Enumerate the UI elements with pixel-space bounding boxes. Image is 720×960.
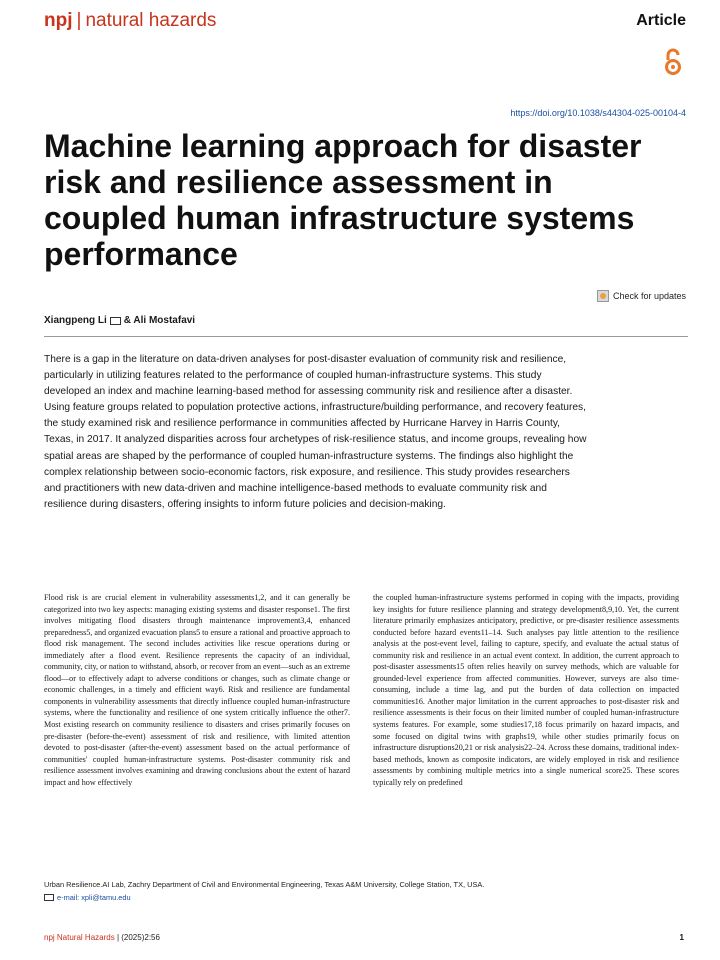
check-updates-label: Check for updates: [612, 291, 686, 301]
article-title: Machine learning approach for disaster risk and resilience assessment in coupled human infrastructure systems performance: [44, 128, 642, 272]
journal-title: natural hazards: [85, 10, 217, 31]
header-divider: [44, 336, 688, 337]
author-list: [44, 315, 195, 326]
check-for-updates-button[interactable]: [597, 290, 686, 302]
correspondence-email: [44, 893, 131, 902]
body-column-left: Flood risk is are crucial element in vulnerability assessments1,2, and it can generally be categorized into two key aspects: managing existing systems and disaster response1. The first involves mitigating flood disasters through maintenance improvement3,4, enhanced preparedness5, and organized evacuation plans5 to ensure a rational and proactive approach to flood risk management. The second includes activities like rescue operations during or immediately after a flood event. Resilience represents the capacity of an individual, community, city, or nation to withstand, absorb, or recover from an event—such as an extreme flood—or to effectively adapt to adverse conditions or changes, such as climate change or economic challenges, in a timely and efficient way6. Risk and resilience are fundamental components in vulnerability assessments that directly influence coupled human-infrastructure systems, where the functionality and resilience of one system critically influence the other7. Most existing research on community resilience to disasters and crises primarily focuses on pre-disaster (before-the-event) assessment of risk and resilience, with limited attention devoted to post-disaster (after-the-event) assessment based on the actual performance of communities' coupled human-infrastructure systems. Post-disaster community risk and resilience assessment involves examining and drawing conclusions about the extent of hazard impact and how effectively: [44, 593, 350, 787]
journal-name: [44, 10, 216, 32]
footer-citation: [44, 933, 160, 942]
journal-prefix: npj: [44, 10, 73, 31]
open-access-icon: [662, 48, 684, 76]
footer-journal-name: npj Natural Hazards: [44, 933, 115, 942]
author-first[interactable]: Xiangpeng Li: [44, 315, 107, 326]
doi-link[interactable]: https://doi.org/10.1038/s44304-025-00104-4: [510, 108, 686, 118]
body-column-right: the coupled human-infrastructure systems performed in coping with the impacts, providing key insights for future resilience planning and strategy development8,9,10. Yet, the current literature primarily emphasizes anticipatory, predictive, or pre-disaster resilience assessments conducted before hazard events11–14. Such analyses pay little attention to the resilience analysis at the post-event level, failing to capture, specify, and evaluate the actual status of community risk and resilience in an actual event context. In addition, the current approach to post-disaster assessments15 often relies heavily on survey methods, which are valuable for grounded-level experience from affected communities. However, surveys are also time-consuming, include a time lag, and put the burden of data collection on impacted communities16. Another major limitation in the current approaches to post-disaster risk and resilience assessments is their focus on their limited number of coupled human-infrastructure systems features. For example, some studies17,18 focus primarily on hazard impacts, and some focused on digital twins with graphs19, while other studies primarily focus on infrastructure disruptions20,21 or risk analysis22–24. Across these domains, traditional index-based methods, known as composite indicators, are widely employed in risk and resilience assessments by combining multiple metrics into a single numerical score25. These scores typically rely on predefined: [373, 593, 679, 787]
abstract: There is a gap in the literature on data-driven analyses for post-disaster evaluation of community risk and resilience, particularly in utilizing features related to the performance of coupled human-infrastructure systems. This study developed an index and machine learning-based method for assessing community risk and resilience after a disaster. Using feature groups related to population protective actions, infrastructure/building performance, and recovery features, the study examined risk and resilience performance in communities affected by Hurricane Harvey in Harris County, Texas, in 2017. It analyzed disparities across four archetypes of risk-resilience status, and income groups, revealing how spatial areas are shaped by the performance of coupled human-infrastructure systems. The findings also highlight the complex relationship between socio-economic factors, risk exposure, and resilience. This study provides researchers and practitioners with new data-driven and machine intelligence-based methods to evaluate community risk and resilience during disasters, offering insights to inform future policies and decision-making.: [44, 354, 587, 510]
check-updates-icon: [597, 290, 609, 302]
email-address[interactable]: e-mail: xpli@tamu.edu: [57, 893, 131, 902]
author-second[interactable]: & Ali Mostafavi: [123, 315, 196, 326]
journal-separator: |: [76, 10, 82, 31]
affiliation: Urban Resilience.AI Lab, Zachry Department of Civil and Environmental Engineering, Texas A&M University, College Station, TX, USA.: [44, 880, 485, 889]
mail-icon: [44, 894, 54, 901]
article-type-label: Article: [636, 12, 686, 29]
footer-citation-text: | (2025)2:56: [116, 933, 160, 942]
page-number: 1: [679, 933, 684, 942]
mail-icon[interactable]: [110, 317, 121, 325]
